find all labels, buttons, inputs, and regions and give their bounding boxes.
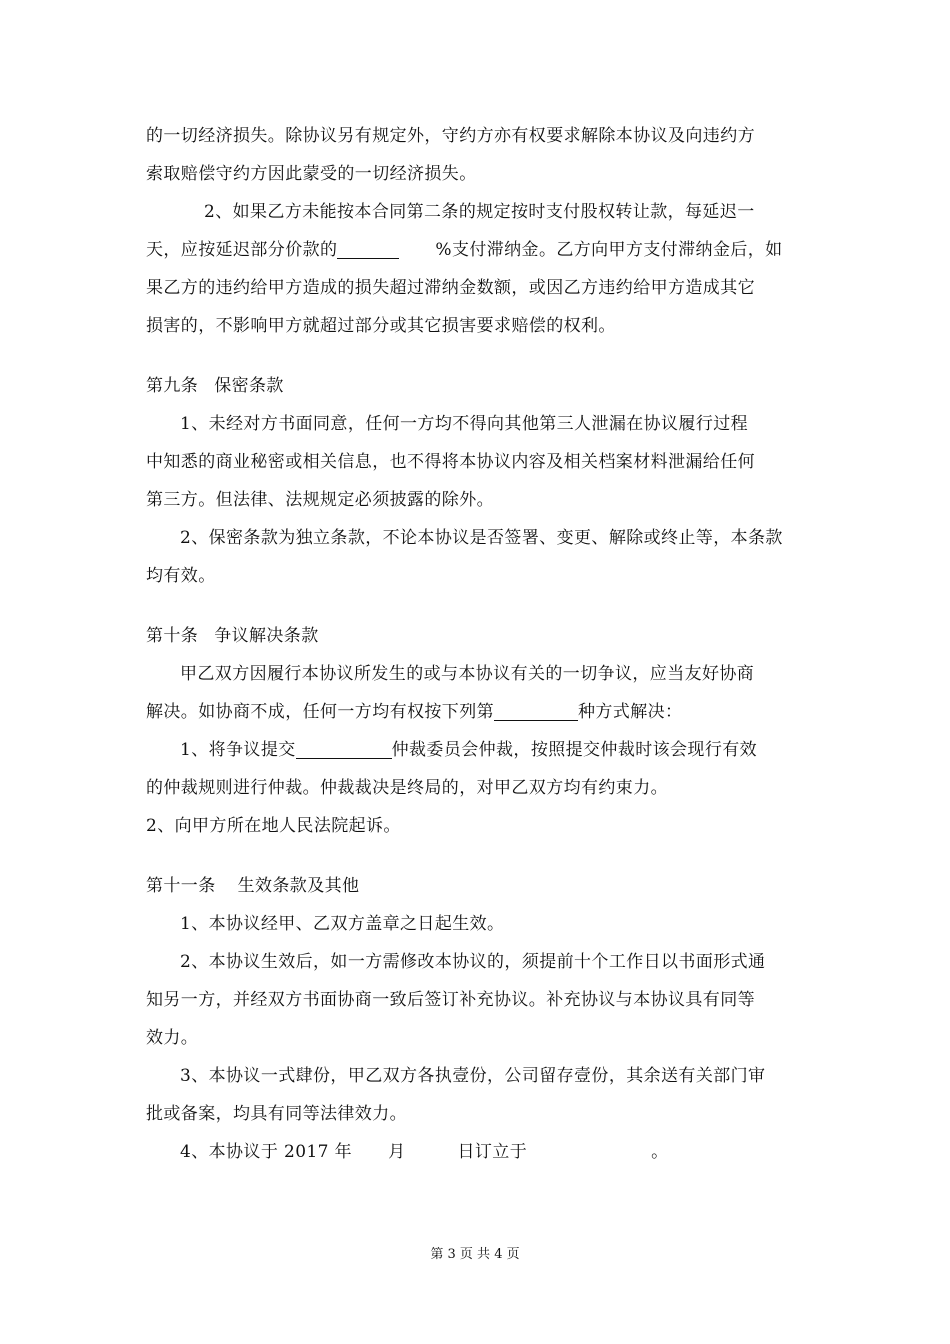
text-run: 解决。如协商不成，任何一方均有权按下列第: [146, 702, 494, 722]
article-heading: [146, 617, 810, 655]
paragraph-line: 效力。: [146, 1028, 199, 1048]
text-run: 月: [388, 1142, 406, 1162]
text-run: 种方式解决：: [578, 702, 683, 722]
article-title: 保密条款: [214, 376, 284, 396]
text-run: 。: [651, 1142, 669, 1162]
article-number: 第十条: [146, 626, 199, 646]
paragraph-line: 索取赔偿守约方因此蒙受的一切经济损失。: [146, 164, 477, 184]
paragraph-line: [146, 731, 810, 769]
article-heading: [146, 867, 810, 905]
paragraph-line: 甲乙双方因履行本协议所发生的或与本协议有关的一切争议，应当友好协商: [180, 664, 755, 684]
paragraph-line: 均有效。: [146, 566, 216, 586]
page-footer: 第 3 页 共 4 页: [430, 1247, 520, 1262]
article-title: 生效条款及其他: [237, 876, 360, 896]
article-title: 争议解决条款: [214, 626, 319, 646]
paragraph-line: 2、本协议生效后，如一方需修改本协议的，须提前十个工作日以书面形式通: [180, 952, 766, 972]
text-run: 4、本协议于 2017 年: [180, 1142, 353, 1162]
article-number: 第十一条: [146, 876, 216, 896]
paragraph-line: 2、向甲方所在地人民法院起诉。: [146, 816, 401, 836]
paragraph-line: 知另一方，并经双方书面协商一致后签订补充协议。补充协议与本协议具有同等: [146, 990, 755, 1010]
paragraph-line: [146, 1133, 810, 1171]
article-number: 第九条: [146, 376, 199, 396]
paragraph-line: 中知悉的商业秘密或相关信息，也不得将本协议内容及相关档案材料泄漏给任何: [146, 452, 755, 472]
text-run: 1、将争议提交: [180, 740, 296, 760]
paragraph-line: 的一切经济损失。除协议另有规定外，守约方亦有权要求解除本协议及向违约方: [146, 126, 755, 146]
text-run: 天，应按延迟部分价款的: [146, 240, 338, 260]
fill-in-blank[interactable]: [494, 698, 578, 721]
paragraph-line: 的仲裁规则进行仲裁。仲裁裁决是终局的，对甲乙双方均有约束力。: [146, 778, 668, 798]
text-run: 日订立于: [457, 1142, 528, 1162]
paragraph-line: [146, 231, 810, 269]
text-run: %支付滞纳金。乙方向甲方支付滞纳金后，如: [435, 240, 783, 260]
paragraph-line: 1、未经对方书面同意，任何一方均不得向其他第三人泄漏在协议履行过程: [180, 414, 749, 434]
document-body: [146, 117, 810, 1171]
text-run: 仲裁委员会仲裁，按照提交仲裁时该会现行有效: [391, 740, 758, 760]
paragraph-line: 2、保密条款为独立条款，不论本协议是否签署、变更、解除或终止等，本条款: [180, 528, 783, 548]
paragraph-line: 批或备案，均具有同等法律效力。: [146, 1104, 407, 1124]
paragraph-line: 3、本协议一式肆份，甲乙双方各执壹份，公司留存壹份，其余送有关部门审: [180, 1066, 766, 1086]
paragraph-line: 第三方。但法律、法规规定必须披露的除外。: [146, 490, 494, 510]
paragraph-line: [146, 693, 810, 731]
paragraph-line: 果乙方的违约给甲方造成的损失超过滞纳金数额，或因乙方违约给甲方造成其它: [146, 278, 755, 298]
fill-in-blank[interactable]: [296, 736, 392, 759]
article-heading: [146, 367, 810, 405]
paragraph-line: 1、本协议经甲、乙双方盖章之日起生效。: [180, 914, 505, 934]
paragraph-line: 损害的，不影响甲方就超过部分或其它损害要求赔偿的权利。: [146, 316, 616, 336]
fill-in-blank[interactable]: [337, 236, 399, 259]
paragraph-line: 2、如果乙方未能按本合同第二条的规定按时支付股权转让款，每延迟一: [204, 202, 755, 222]
